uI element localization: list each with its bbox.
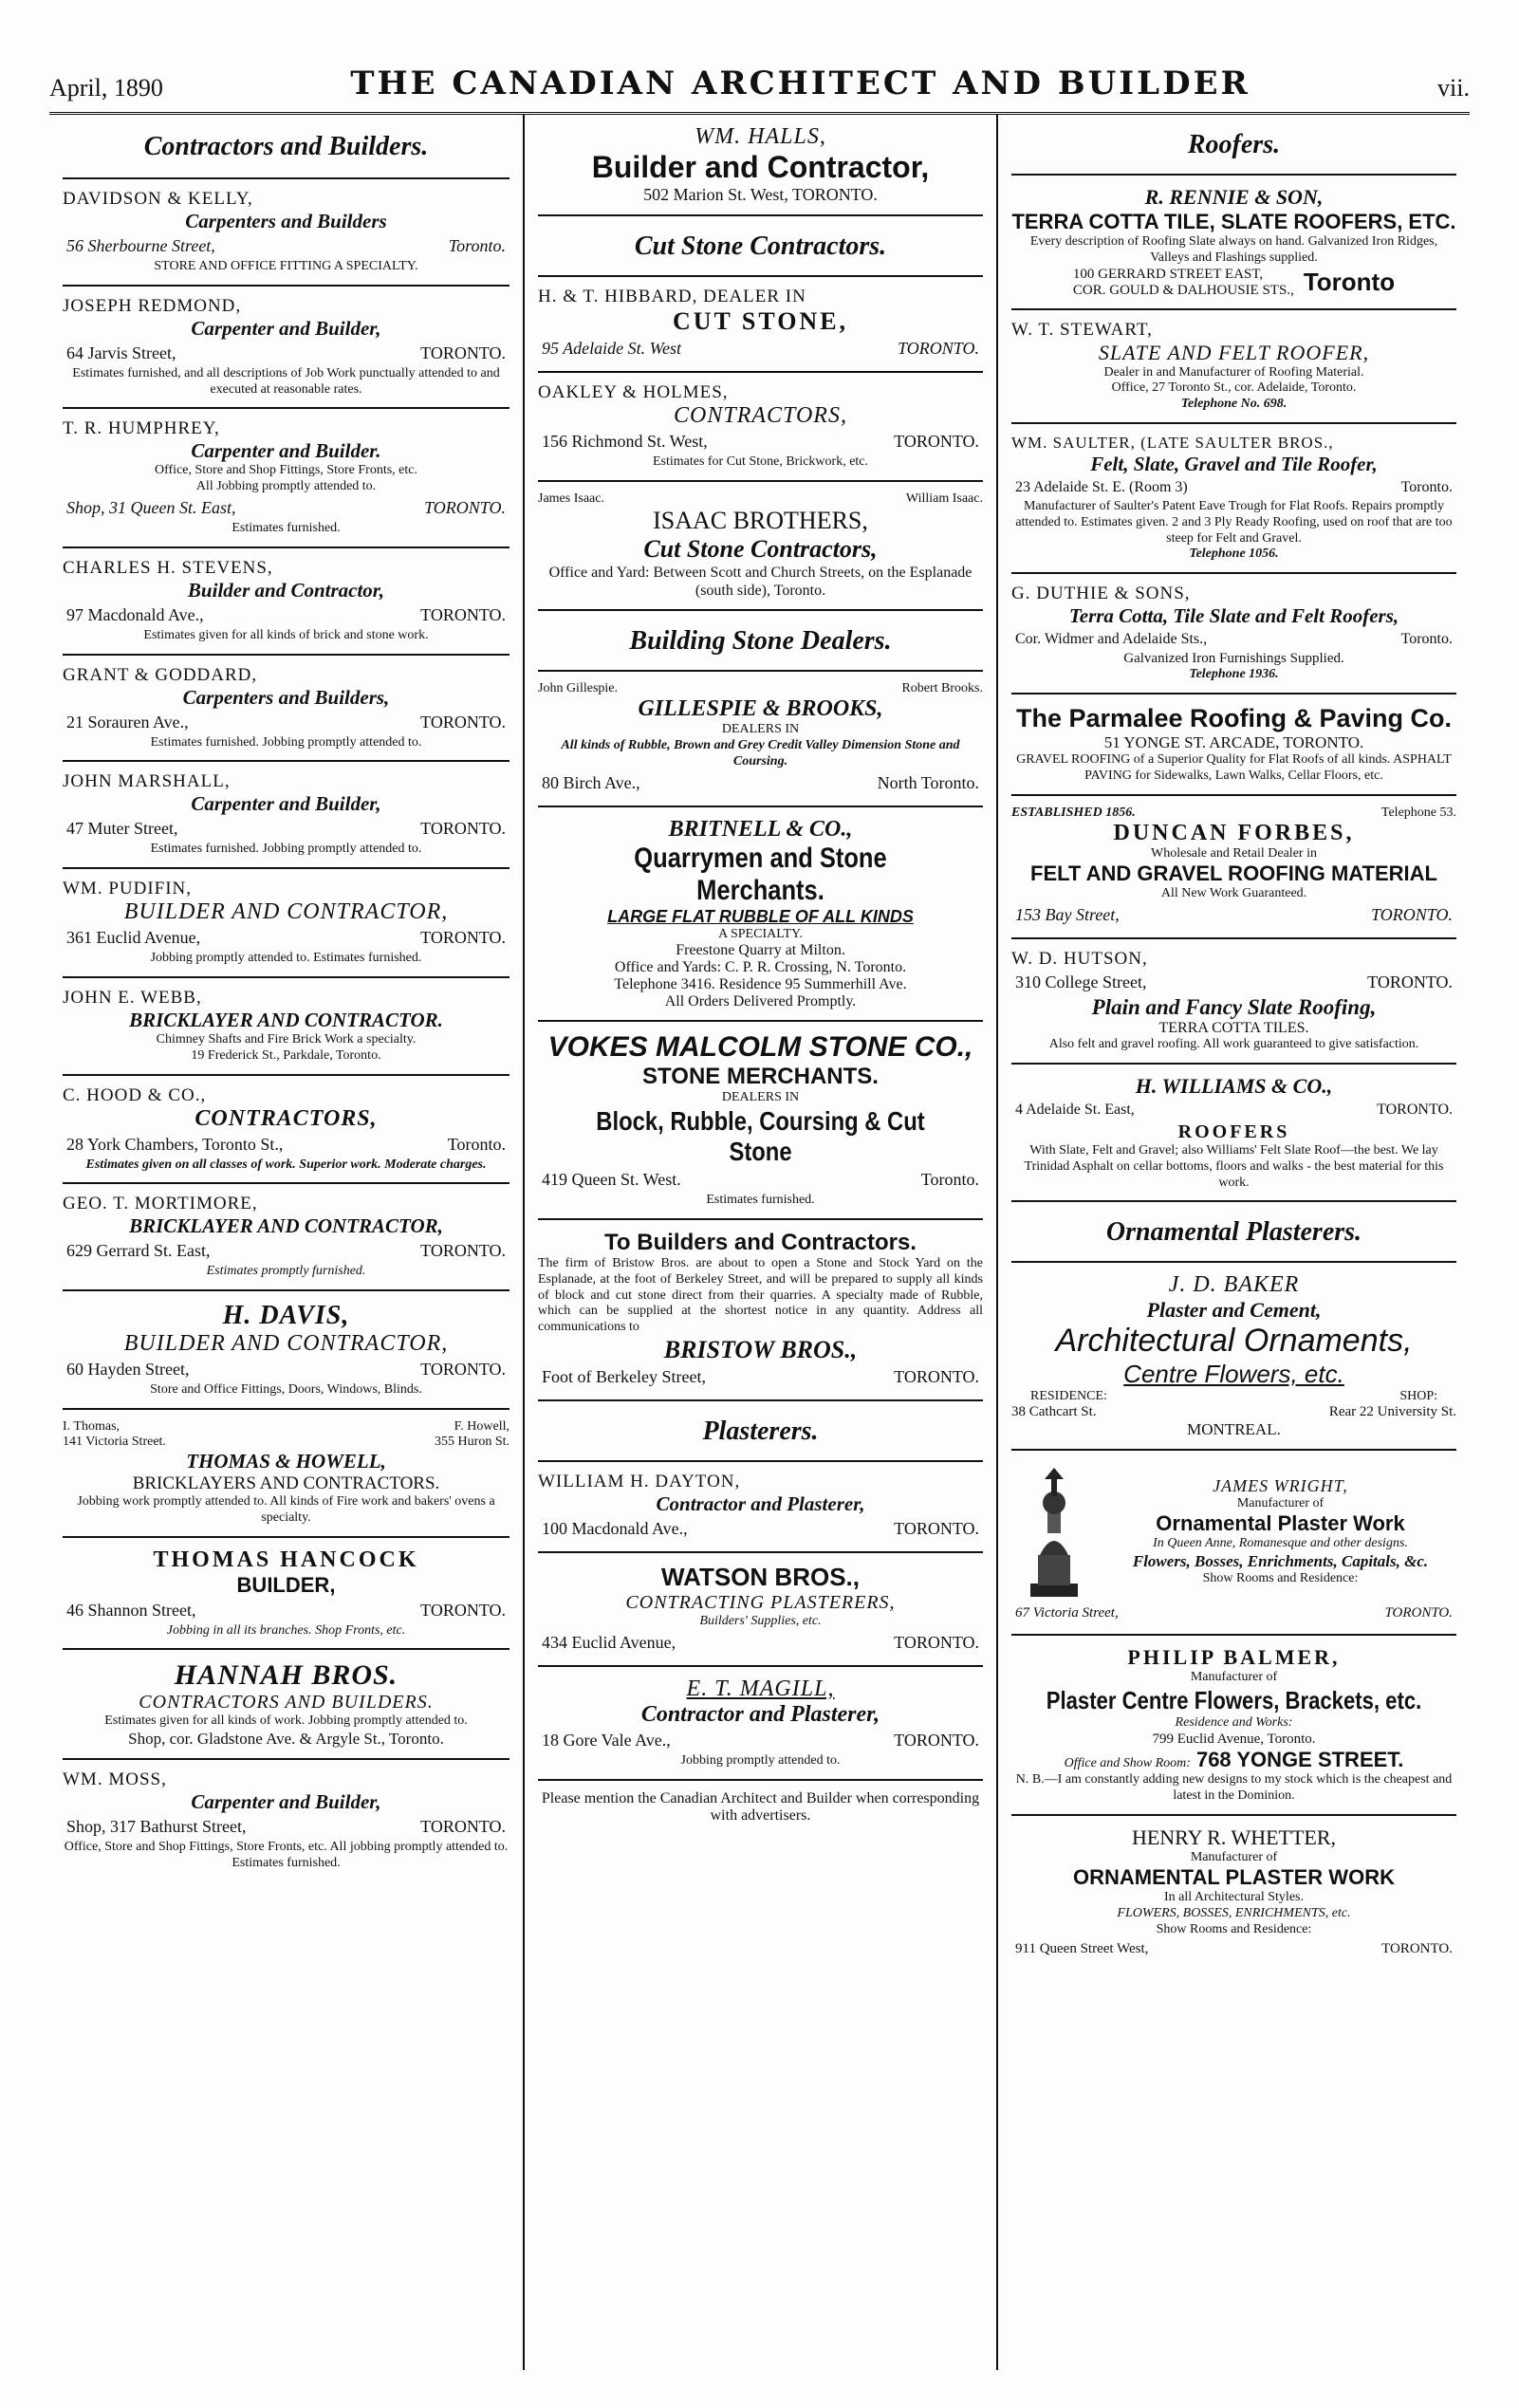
- city: TORONTO.: [1384, 1605, 1453, 1621]
- partner-name: Robert Brooks.: [901, 681, 983, 696]
- ad-wright: [1011, 1451, 1456, 1636]
- partner-address: 355 Huron St.: [435, 1434, 509, 1449]
- residence-label: RESIDENCE:: [1030, 1389, 1107, 1404]
- ad-note: Jobbing in all its branches. Shop Fronts, etc.: [166, 1622, 406, 1638]
- city: Toronto.: [447, 1134, 506, 1154]
- firm-name: WM. SAULTER, (LATE SAULTER BROS.,: [1011, 433, 1334, 452]
- ad-line: Chimney Shafts and Fire Brick Work a specialty.: [156, 1031, 417, 1047]
- city: North Toronto.: [877, 772, 979, 792]
- firm-trade: CONTRACTORS AND BUILDERS.: [139, 1692, 434, 1713]
- ad-line: Manufacturer of: [1190, 1849, 1278, 1864]
- firm-trade: Terra Cotta, Tile Slate and Felt Roofers,: [1068, 604, 1399, 628]
- firm-trade: BUILDER,: [236, 1572, 336, 1597]
- firm-name: W. D. HUTSON,: [1011, 949, 1148, 970]
- city: Toronto.: [1400, 631, 1453, 648]
- firm-name: GEO. T. MORTIMORE,: [63, 1194, 258, 1214]
- firm-trade: ROOFERS: [1177, 1121, 1290, 1142]
- city: TORONTO.: [894, 1518, 979, 1538]
- ad-note: Please mention the Canadian Architect and Builder when corresponding with advertisers.: [541, 1789, 980, 1824]
- firm-trade: Builder and Contractor,: [187, 578, 385, 602]
- ad-humphrey: [63, 409, 509, 547]
- firm-trade: BRICKLAYER AND CONTRACTOR,: [129, 1214, 443, 1238]
- partner-name: James Isaac.: [538, 491, 604, 506]
- street: 38 Cathcart St.: [1011, 1404, 1097, 1420]
- partner-name: John Gillespie.: [538, 681, 618, 696]
- firm-trade: Builder and Contractor,: [591, 150, 930, 184]
- ad-line: Manufacturer of: [1190, 1670, 1278, 1685]
- ad-pudifin: [63, 869, 509, 978]
- column-3: [996, 115, 1470, 2370]
- ad-note: N. B.—I am constantly adding new designs to my stock which is the cheapest and latest in the Dominion.: [1015, 1771, 1453, 1803]
- firm-name: WM. HALLS,: [695, 124, 826, 149]
- firm-trade: BRICKLAYERS AND CONTRACTORS.: [132, 1473, 440, 1493]
- firm-name: H. WILLIAMS & CO.,: [1135, 1073, 1333, 1098]
- ad-gillespie-brooks: [538, 672, 983, 806]
- firm-name: THOMAS HANCOCK: [153, 1547, 419, 1572]
- telephone: Telephone No. 698.: [1180, 397, 1287, 412]
- street: 4 Adelaide St. East,: [1015, 1101, 1135, 1118]
- ad-line: Residence and Works:: [1175, 1715, 1293, 1731]
- column-1: [49, 115, 523, 2370]
- city: TORONTO.: [894, 1632, 979, 1652]
- ad-watson: [538, 1553, 983, 1667]
- street: 18 Gore Vale Ave.,: [542, 1730, 671, 1750]
- ad-halls: [538, 115, 983, 216]
- city: Toronto: [1303, 268, 1396, 297]
- street: 67 Victoria Street,: [1015, 1605, 1119, 1621]
- city: TORONTO.: [420, 343, 506, 362]
- firm-name: DUNCAN FORBES,: [1113, 820, 1355, 845]
- section-heading: Building Stone Dealers.: [629, 626, 892, 657]
- ad-forbes: [1011, 796, 1456, 940]
- firm-trade: Carpenter and Builder,: [191, 1790, 381, 1814]
- firm-name: JAMES WRIGHT,: [1213, 1475, 1348, 1495]
- city: Toronto.: [448, 236, 506, 255]
- ad-note: STORE AND OFFICE FITTING A SPECIALTY.: [154, 259, 418, 273]
- ad-bristow: [538, 1220, 983, 1401]
- ad-davidson-kelly: [63, 179, 509, 287]
- firm-name: JOHN MARSHALL,: [63, 771, 231, 792]
- city: TORONTO.: [894, 1366, 979, 1386]
- ad-note: Store and Office Fittings, Doors, Windows, Blinds.: [150, 1382, 422, 1398]
- firm-name: JOSEPH REDMOND,: [63, 295, 242, 316]
- ad-line: DEALERS IN: [721, 722, 800, 737]
- city: MONTREAL.: [1187, 1420, 1281, 1439]
- ad-note: Estimates given on all classes of work. Superior work. Moderate charges.: [85, 1157, 487, 1172]
- street: 60 Hayden Street,: [66, 1360, 190, 1380]
- ad-line: Telephone 3416. Residence 95 Summerhill Ave.: [614, 976, 907, 993]
- street: 361 Euclid Avenue,: [66, 928, 201, 948]
- ad-note: Estimates given for all kinds of work. Jobbing promptly attended to.: [104, 1713, 468, 1729]
- issue-date: April, 1890: [49, 74, 163, 102]
- firm-trade: Carpenters and Builders,: [182, 685, 390, 709]
- street: Rear 22 University St.: [1328, 1404, 1456, 1420]
- ad-hibbard: [538, 277, 983, 373]
- ad-webb: [63, 978, 509, 1076]
- ad-line: Office and Yards: C. P. R. Crossing, N. Toronto.: [614, 959, 907, 976]
- ad-note: Office and Yard: Between Scott and Church Streets, on the Esplanade (south side), Toronto.: [548, 564, 973, 599]
- ad-hancock: [63, 1538, 509, 1651]
- ad-note: Jobbing promptly attended to.: [680, 1752, 841, 1768]
- ad-line: A SPECIALTY.: [718, 926, 803, 941]
- street: 100 GERRARD STREET EAST,: [1072, 266, 1264, 282]
- firm-trade: SLATE AND FELT ROOFER,: [1098, 340, 1370, 364]
- ad-line: Office and Show Room:: [1064, 1755, 1191, 1770]
- ad-line: Office, Store and Shop Fittings, Store Fronts, etc.: [155, 463, 417, 478]
- street: 97 Macdonald Ave.,: [66, 604, 204, 624]
- firm-trade: Ornamental Plaster Work: [1156, 1511, 1405, 1536]
- ad-line: In all Architectural Styles.: [1164, 1890, 1304, 1905]
- ad-hannah: [63, 1650, 509, 1760]
- ad-note: All kinds of Rubble, Brown and Grey Credit Valley Dimension Stone and Coursing.: [561, 737, 960, 769]
- city: TORONTO.: [420, 1817, 506, 1837]
- section-heading: Plasterers.: [702, 1416, 819, 1446]
- city: TORONTO.: [1371, 905, 1453, 925]
- firm-name: WATSON BROS.,: [661, 1562, 860, 1591]
- journal-title: THE CANADIAN ARCHITECT AND BUILDER: [350, 65, 1250, 102]
- city: TORONTO.: [420, 1241, 506, 1261]
- plaster-ornament-illustration: [1011, 1460, 1097, 1602]
- street: 46 Shannon Street,: [66, 1600, 196, 1620]
- ad-line: Freestone Quarry at Milton.: [676, 942, 845, 959]
- street: 629 Gerrard St. East,: [66, 1241, 211, 1261]
- firm-name: WM. MOSS,: [63, 1769, 167, 1790]
- firm-name: T. R. HUMPHREY,: [63, 418, 220, 439]
- publisher-note: [538, 1781, 983, 1834]
- ad-note: Estimates furnished. Jobbing promptly attended to.: [150, 734, 422, 750]
- ad-stevens: [63, 548, 509, 656]
- telephone: Telephone 1056.: [1189, 546, 1279, 562]
- ad-hood: [63, 1076, 509, 1185]
- street: 434 Euclid Avenue,: [542, 1632, 676, 1652]
- firm-trade: ORNAMENTAL PLASTER WORK: [1073, 1865, 1395, 1890]
- partner-name: William Isaac.: [905, 491, 983, 506]
- street: 23 Adelaide St. E. (Room 3): [1015, 478, 1188, 495]
- ad-line: Builders' Supplies, etc.: [699, 1613, 822, 1628]
- city: TORONTO.: [424, 497, 506, 517]
- ad-oakley-holmes: [538, 373, 983, 482]
- street: 502 Marion St. West, TORONTO.: [643, 185, 878, 204]
- ad-line: DEALERS IN: [721, 1090, 800, 1105]
- ad-note: Estimates furnished.: [706, 1193, 815, 1208]
- street: Shop, cor. Gladstone Ave. & Argyle St., Toronto.: [128, 1730, 444, 1749]
- street: 153 Bay Street,: [1015, 905, 1120, 925]
- ad-line: Wholesale and Retail Dealer in: [1151, 845, 1317, 861]
- ad-note: Jobbing work promptly attended to. All kinds of Fire work and bakers' ovens a specialty.: [77, 1493, 495, 1525]
- ad-line: Centre Flowers, etc.: [1123, 1360, 1344, 1389]
- ad-headline: Architectural Ornaments,: [1055, 1323, 1413, 1360]
- ad-line: All Orders Delivered Promptly.: [664, 993, 857, 1010]
- ad-dayton: [538, 1462, 983, 1553]
- firm-name: BRITNELL & CO.,: [668, 816, 853, 842]
- ad-note: Every description of Roofing Slate always on hand. Galvanized Iron Ridges, Valleys and Flashings supplied.: [1029, 234, 1438, 265]
- column-2: [523, 115, 996, 2370]
- ad-note: Also felt and gravel roofing. All work guaranteed to give satisfaction.: [1048, 1037, 1419, 1052]
- firm-trade: Carpenter and Builder,: [191, 316, 381, 340]
- firm-name: DAVIDSON & KELLY,: [63, 189, 253, 209]
- ad-line: Galvanized Iron Furnishings Supplied.: [1123, 651, 1344, 667]
- firm-trade: Carpenter and Builder.: [191, 439, 381, 463]
- ad-hutson: [1011, 939, 1456, 1065]
- street: Shop, 31 Queen St. East,: [66, 497, 236, 517]
- firm-trade: Contractor and Plasterer,: [640, 1701, 880, 1727]
- ad-note: Estimates for Cut Stone, Brickwork, etc.: [652, 454, 869, 469]
- partner-name: I. Thomas,: [63, 1418, 120, 1434]
- firm-trade: Plain and Fancy Slate Roofing,: [1091, 995, 1377, 1020]
- firm-name: G. DUTHIE & SONS,: [1011, 583, 1191, 604]
- section-heading: Ornamental Plasterers.: [1105, 1217, 1362, 1248]
- street: 51 YONGE ST. ARCADE, TORONTO.: [1103, 732, 1364, 751]
- street: 156 Richmond St. West,: [542, 432, 708, 451]
- established: ESTABLISHED 1856.: [1011, 805, 1136, 820]
- ad-line: Dealer in and Manufacturer of Roofing Material.: [1103, 364, 1364, 380]
- ad-parmalee: [1011, 695, 1456, 796]
- firm-name: WM. PUDIFIN,: [63, 879, 193, 899]
- firm-trade: Felt, Slate, Gravel and Tile Roofer,: [1090, 452, 1378, 475]
- ad-line: Manufacturer of: [1236, 1495, 1324, 1510]
- city: TORONTO.: [894, 1730, 979, 1750]
- street: 310 College Street,: [1015, 972, 1147, 992]
- street: 19 Frederick St., Parkdale, Toronto.: [191, 1047, 381, 1063]
- firm-name: ISAAC BROTHERS,: [653, 506, 868, 534]
- ad-line: LARGE FLAT RUBBLE OF ALL KINDS: [607, 906, 914, 926]
- city: TORONTO.: [894, 432, 979, 451]
- firm-trade: Carpenter and Builder,: [191, 792, 381, 816]
- ad-moss: [63, 1760, 509, 1881]
- ad-vokes-malcolm: [538, 1022, 983, 1220]
- section-heading: Contractors and Builders.: [143, 132, 429, 161]
- partner-address: 141 Victoria Street.: [63, 1434, 166, 1449]
- firm-name: WILLIAM H. DAYTON,: [538, 1471, 741, 1491]
- telephone: Telephone 53.: [1380, 805, 1456, 820]
- firm-trade: Plaster Centre Flowers, Brackets, etc.: [1046, 1686, 1422, 1715]
- ad-line: Flowers, Bosses, Enrichments, Capitals, &c.: [1132, 1552, 1429, 1571]
- street: 21 Sorauren Ave.,: [66, 712, 189, 732]
- street: 419 Queen St. West.: [542, 1170, 681, 1190]
- ad-note: GRAVEL ROOFING of a Superior Quality for Flat Roofs of all kinds. ASPHALT PAVING for Sidewalks, Lawn Walks, Cellar Floors, etc.: [1016, 751, 1452, 783]
- firm-trade: Carpenters and Builders: [185, 210, 387, 232]
- ad-duthie: [1011, 574, 1456, 695]
- street: 28 York Chambers, Toronto St.,: [66, 1134, 284, 1154]
- firm-trade: BRICKLAYER AND CONTRACTOR.: [129, 1008, 443, 1031]
- ad-note: Estimates furnished.: [232, 520, 341, 535]
- firm-trade: Plaster and Cement,: [1146, 1298, 1322, 1323]
- city: TORONTO.: [420, 1360, 506, 1380]
- street: 100 Macdonald Ave.,: [542, 1518, 688, 1538]
- ad-note: Estimates given for all kinds of brick and stone work.: [143, 627, 429, 642]
- ad-columns: [49, 112, 1470, 2370]
- firm-name: JOHN E. WEBB,: [63, 987, 202, 1008]
- firm-name: BRISTOW BROS.,: [663, 1335, 858, 1363]
- ad-britnell: [538, 807, 983, 1023]
- firm-trade: FELT AND GRAVEL ROOFING MATERIAL: [1030, 861, 1437, 886]
- ad-davis: [63, 1291, 509, 1410]
- firm-name: R. RENNIE & SON,: [1144, 185, 1324, 209]
- partner-name: F. Howell,: [454, 1418, 509, 1434]
- ad-line: All New Work Guaranteed.: [1160, 886, 1307, 901]
- firm-trade: Quarrymen and Stone Merchants.: [634, 842, 887, 906]
- section-heading: Cut Stone Contractors.: [634, 232, 887, 261]
- firm-trade: CONTRACTING PLASTERERS,: [625, 1591, 896, 1613]
- ad-note: Jobbing promptly attended to. Estimates furnished.: [150, 951, 422, 966]
- ad-note: Office, Store and Shop Fittings, Store Fronts, etc. All jobbing promptly attended to. Estimates furnished.: [64, 1840, 509, 1870]
- city: TORONTO.: [420, 928, 506, 948]
- ad-note: The firm of Bristow Bros. are about to open a Stone and Stock Yard on the Esplanade, at the foot of Berkeley Street, and will be prepared to supply all kinds of block and cut stone direct from their quarries. A specialty made of Rubble, which can be supplied at the shortest notice in any quantity. Address all communications to: [538, 1255, 983, 1335]
- firm-trade: STONE MERCHANTS.: [642, 1064, 879, 1090]
- street: Shop, 317 Bathurst Street,: [66, 1817, 247, 1837]
- ad-grant-goddard: [63, 656, 509, 763]
- ad-line: Show Rooms and Residence:: [1202, 1571, 1359, 1586]
- ad-redmond: [63, 287, 509, 410]
- firm-name: The Parmalee Roofing & Paving Co.: [1015, 703, 1453, 732]
- city: TORONTO.: [1377, 1101, 1453, 1118]
- firm-trade: Contractor and Plasterer,: [656, 1491, 865, 1515]
- city: TORONTO.: [898, 339, 979, 358]
- street: Cor. Widmer and Adelaide Sts.,: [1015, 631, 1208, 648]
- firm-name: E. T. MAGILL,: [686, 1676, 835, 1701]
- firm-name: GRANT & GODDARD,: [63, 664, 258, 685]
- firm-trade: CONTRACTORS,: [674, 403, 847, 428]
- street: 64 Jarvis Street,: [66, 343, 176, 362]
- ad-mortimore: [63, 1184, 509, 1291]
- firm-name: THOMAS & HOWELL,: [186, 1449, 386, 1473]
- firm-name: HENRY R. WHETTER,: [1131, 1825, 1337, 1849]
- firm-name: W. T. STEWART,: [1011, 319, 1153, 340]
- firm-name: H. DAVIS,: [222, 1301, 350, 1331]
- city: Toronto.: [920, 1170, 979, 1190]
- ad-rennie: [1011, 176, 1456, 310]
- street: Foot of Berkeley Street,: [542, 1366, 706, 1386]
- ad-note: Estimates furnished. Jobbing promptly attended to.: [150, 842, 422, 857]
- ad-isaac-brothers: [538, 482, 983, 611]
- firm-trade: Cut Stone Contractors,: [643, 534, 878, 563]
- ad-saulter: [1011, 424, 1456, 574]
- ad-line: Office, 27 Toronto St., cor. Adelaide, Toronto.: [1111, 380, 1357, 396]
- ad-line: TERRA COTTA TILES.: [1158, 1020, 1309, 1037]
- ad-line: Block, Rubble, Coursing & Cut Stone: [596, 1106, 925, 1167]
- city: Toronto.: [1400, 478, 1453, 495]
- city: TORONTO.: [420, 1600, 506, 1620]
- ad-line: In Queen Anne, Romanesque and other designs.: [1153, 1536, 1408, 1551]
- firm-name: VOKES MALCOLM STONE CO.,: [547, 1031, 973, 1064]
- firm-name: C. HOOD & CO.,: [63, 1084, 207, 1105]
- firm-name: PHILIP BALMER,: [1127, 1645, 1341, 1670]
- firm-name: GILLESPIE & BROOKS,: [638, 696, 883, 722]
- ad-line: Show Rooms and Residence:: [1156, 1921, 1312, 1936]
- city: TORONTO.: [1367, 972, 1453, 992]
- firm-name: OAKLEY & HOLMES,: [538, 382, 729, 402]
- city: TORONTO.: [420, 604, 506, 624]
- ad-note: Manufacturer of Saulter's Patent Eave Trough for Flat Roofs. Repairs promptly attended to. Estimates given. 2 and 3 Ply Ready Roofing, used on roof that are too steep for Felt and Gravel.: [1015, 498, 1453, 546]
- firm-name: H. & T. HIBBARD, DEALER IN: [538, 287, 806, 306]
- telephone: Telephone 1936.: [1189, 667, 1279, 682]
- ad-note: Estimates promptly furnished.: [206, 1264, 366, 1279]
- street: 799 Euclid Avenue, Toronto.: [1152, 1731, 1316, 1747]
- firm-trade: BUILDER AND CONTRACTOR,: [123, 1331, 449, 1357]
- city: TORONTO.: [420, 712, 506, 732]
- city: TORONTO.: [420, 819, 506, 839]
- ad-baker: [1011, 1263, 1456, 1451]
- street: 911 Queen Street West,: [1015, 1940, 1149, 1956]
- shop-label: SHOP:: [1399, 1389, 1437, 1404]
- firm-name: CHARLES H. STEVENS,: [63, 557, 273, 578]
- ad-line: All Jobbing promptly attended to.: [195, 479, 377, 494]
- street: 56 Sherbourne Street,: [66, 236, 215, 255]
- street: 80 Birch Ave.,: [542, 772, 640, 792]
- ad-balmer: [1011, 1636, 1456, 1815]
- ad-williams: [1011, 1065, 1456, 1202]
- firm-trade: BUILDER AND CONTRACTOR,: [123, 899, 449, 925]
- ad-stewart: [1011, 310, 1456, 424]
- street: 47 Muter Street,: [66, 819, 178, 839]
- firm-name: J. D. BAKER: [1168, 1272, 1300, 1298]
- ad-whetter: [1011, 1816, 1456, 1970]
- ad-headline: 768 YONGE STREET.: [1195, 1747, 1404, 1771]
- city: TORONTO.: [1381, 1940, 1453, 1956]
- ad-line: FLOWERS, BOSSES, ENRICHMENTS, etc.: [1117, 1906, 1351, 1921]
- street: 95 Adelaide St. West: [542, 339, 681, 358]
- ad-marshall: [63, 762, 509, 869]
- firm-trade: CUT STONE,: [672, 307, 849, 335]
- ad-headline: To Builders and Contractors.: [604, 1229, 917, 1255]
- ad-magill: [538, 1667, 983, 1781]
- firm-trade: TERRA COTTA TILE, SLATE ROOFERS, ETC.: [1011, 210, 1456, 233]
- firm-trade: CONTRACTORS,: [195, 1105, 378, 1131]
- firm-name: HANNAH BROS.: [174, 1659, 398, 1692]
- page-number: vii.: [1437, 74, 1470, 102]
- section-heading: Roofers.: [1187, 130, 1281, 159]
- running-header: [49, 59, 1470, 102]
- ad-note: Estimates furnished, and all descriptions of Job Work punctually attended to and executed at reasonable rates.: [72, 365, 500, 397]
- ad-thomas-howell: [63, 1410, 509, 1538]
- street: COR. GOULD & DALHOUSIE STS.,: [1072, 282, 1294, 298]
- ad-note: With Slate, Felt and Gravel; also Williams' Felt Slate Roof—the best. We lay Trinidad Asphalt on cellar bottoms, floors and walks - the best material for this work.: [1024, 1142, 1444, 1190]
